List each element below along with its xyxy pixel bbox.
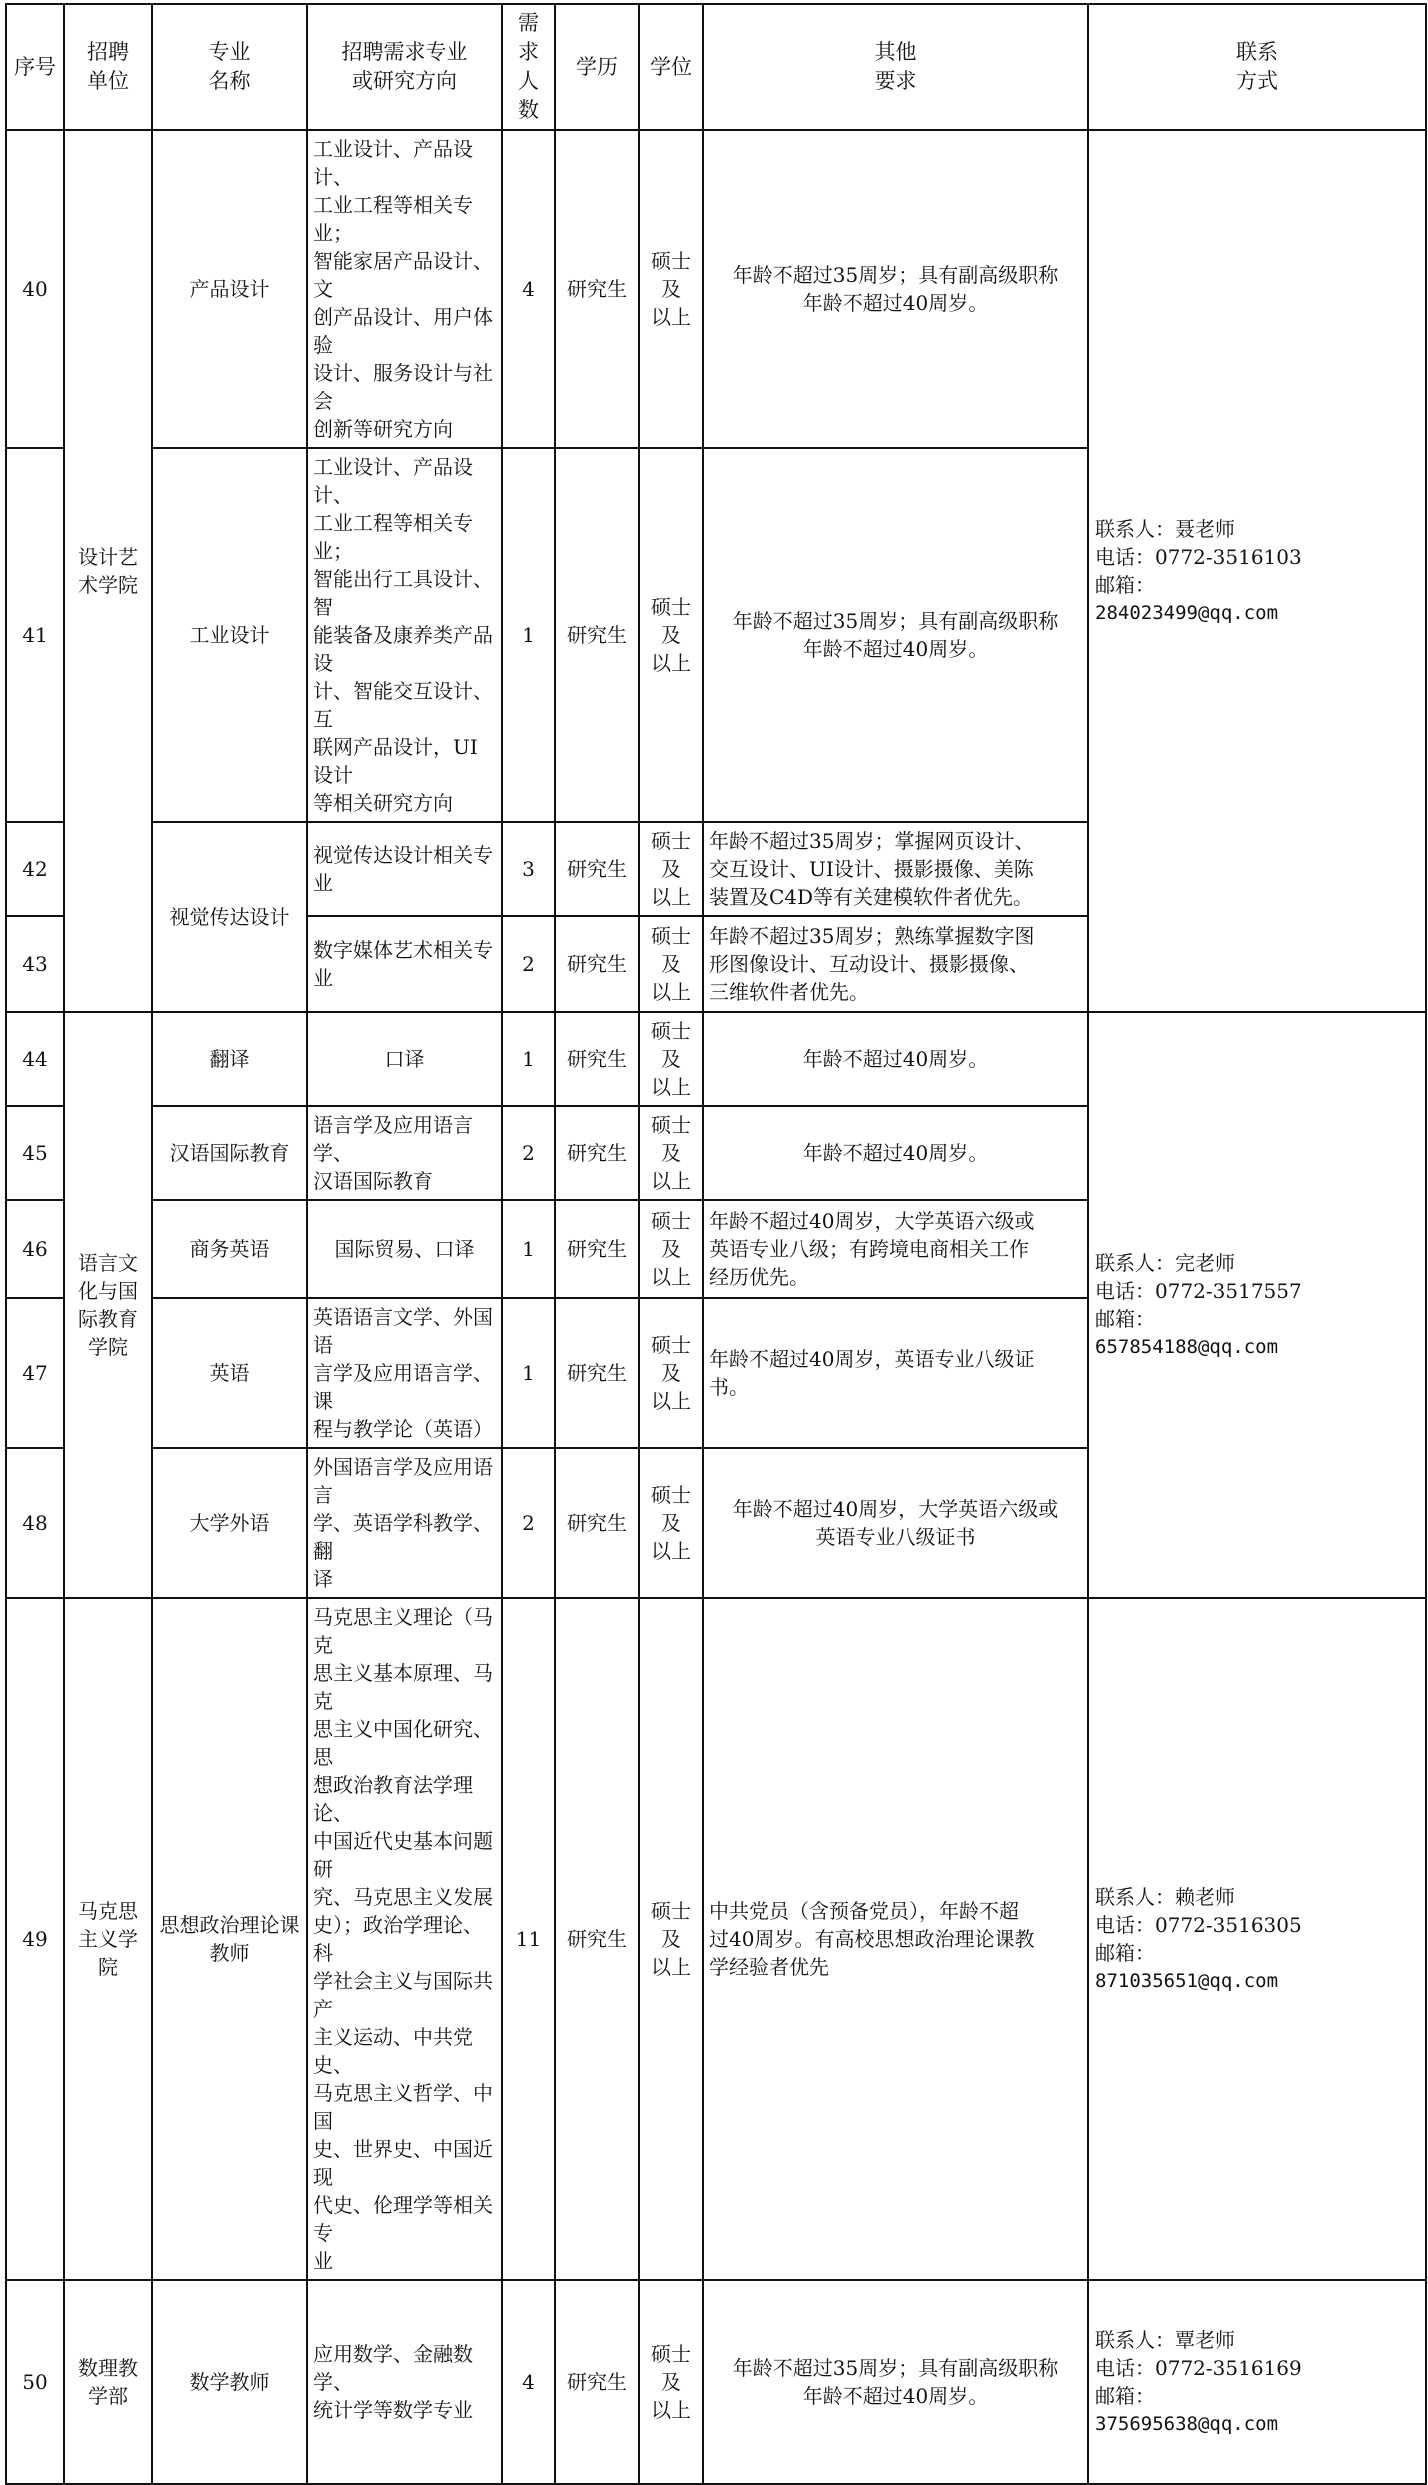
cell-text-line: 究、马克思主义发展 bbox=[313, 1885, 493, 1909]
cell-text-line: 以上 bbox=[651, 1389, 691, 1413]
cell-text-line: 商务英语 bbox=[189, 1237, 270, 1261]
row-no: 45 bbox=[6, 1106, 64, 1200]
other-requirements-cell bbox=[703, 2280, 1088, 2484]
cell-text-line: 以上 bbox=[651, 651, 691, 675]
cell-text-line: 英语 bbox=[209, 1361, 250, 1385]
cell-text-line: 学经验者优先 bbox=[709, 1955, 829, 1979]
other-requirements-cell bbox=[703, 916, 1088, 1012]
cell-text-line: 语言学及应用语言学、 bbox=[313, 1113, 473, 1165]
count-cell: 2 bbox=[502, 1448, 555, 1598]
cell-text-line: 中国近代史基本问题研 bbox=[313, 1829, 493, 1881]
cell-text-line: 视觉传达设计 bbox=[169, 905, 290, 929]
education-cell: 研究生 bbox=[555, 1598, 639, 2280]
cell-text-line: 视觉传达设计相关专业 bbox=[313, 843, 493, 895]
cell-text-line: 硕士及 bbox=[651, 829, 691, 881]
row-no: 43 bbox=[6, 916, 64, 1012]
cell-text-line: 翻译 bbox=[209, 1047, 250, 1071]
cell-text-line: 名称 bbox=[208, 69, 251, 93]
cell-text-line: 硕士及 bbox=[651, 2342, 691, 2394]
header-other bbox=[703, 4, 1088, 130]
contact-email[interactable]: 284023499@qq.com bbox=[1095, 602, 1279, 624]
cell-text-line: 史、世界史、中国近现 bbox=[313, 2137, 493, 2189]
contact-phone: 电话：0772-3516169 bbox=[1095, 2356, 1302, 2380]
unit-cell bbox=[64, 1598, 152, 2280]
cell-text-line: 术学院 bbox=[78, 573, 138, 597]
cell-text-line: 书。 bbox=[709, 1375, 749, 1399]
cell-text-line: 汉语国际教育 bbox=[169, 1141, 290, 1165]
count-cell: 4 bbox=[502, 130, 555, 448]
major-cell bbox=[152, 822, 307, 1012]
cell-text-line: 形图像设计、互动设计、摄影摄像、 bbox=[709, 952, 1029, 976]
cell-text-line: 马克思 bbox=[78, 1899, 138, 1923]
direction-cell bbox=[307, 1598, 502, 2280]
cell-text-line: 英语语言文学、外国语 bbox=[313, 1305, 493, 1357]
other-requirements-cell bbox=[703, 1448, 1088, 1598]
direction-cell bbox=[307, 916, 502, 1012]
education-cell: 研究生 bbox=[555, 1448, 639, 1598]
degree-cell bbox=[639, 1598, 703, 2280]
cell-text-line: 人数 bbox=[518, 69, 539, 122]
cell-text-line: 三维软件者优先。 bbox=[709, 980, 869, 1004]
header-contact bbox=[1088, 4, 1426, 130]
degree-cell bbox=[639, 822, 703, 916]
cell-text-line: 能装备及康养类产品设 bbox=[313, 623, 493, 675]
header-education bbox=[555, 4, 639, 130]
contact-email-label: 邮箱： bbox=[1095, 573, 1155, 597]
contact-email[interactable]: 657854188@qq.com bbox=[1095, 1336, 1279, 1358]
cell-text-line: 主义学 bbox=[78, 1927, 138, 1951]
header-row bbox=[6, 4, 1426, 130]
cell-text-line: 工业设计、产品设计、 bbox=[313, 455, 473, 507]
education-cell: 研究生 bbox=[555, 916, 639, 1012]
cell-text-line: 交互设计、UI设计、摄影摄像、美陈 bbox=[709, 857, 1034, 881]
cell-text-line: 国际贸易、口译 bbox=[334, 1237, 475, 1261]
cell-text-line: 应用数学、金融数学、 bbox=[313, 2342, 473, 2394]
cell-text-line: 等相关研究方向 bbox=[313, 791, 453, 815]
cell-text-line: 单位 bbox=[87, 69, 129, 93]
cell-text-line: 以上 bbox=[651, 1169, 691, 1193]
cell-text-line: 语言文 bbox=[78, 1251, 138, 1275]
unit-cell bbox=[64, 1012, 152, 1598]
row-no: 42 bbox=[6, 822, 64, 916]
cell-text-line: 过40周岁。有高校思想政治理论课教 bbox=[709, 1927, 1035, 1951]
direction-cell bbox=[307, 130, 502, 448]
other-requirements-cell bbox=[703, 822, 1088, 916]
contact-phone: 电话：0772-3517557 bbox=[1095, 1279, 1302, 1303]
cell-text-line: 教师 bbox=[209, 1941, 250, 1965]
cell-text-line: 程与教学论（英语） bbox=[313, 1417, 493, 1441]
count-cell: 3 bbox=[502, 822, 555, 916]
count-cell: 1 bbox=[502, 1012, 555, 1106]
cell-text-line: 年龄不超过40周岁。 bbox=[802, 637, 989, 661]
major-cell bbox=[152, 1448, 307, 1598]
education-cell: 研究生 bbox=[555, 1012, 639, 1106]
cell-text-line: 学院 bbox=[88, 1335, 128, 1359]
other-requirements-cell bbox=[703, 1598, 1088, 2280]
cell-text-line: 中共党员（含预备党员），年龄不超 bbox=[709, 1899, 1019, 1923]
header-major bbox=[152, 4, 307, 130]
cell-text-line: 硕士及 bbox=[651, 924, 691, 976]
cell-text-line: 年龄不超过40周岁。 bbox=[802, 291, 989, 315]
major-cell bbox=[152, 2280, 307, 2484]
cell-text-line: 以上 bbox=[651, 1265, 691, 1289]
contact-cell bbox=[1088, 1598, 1426, 2280]
cell-text-line: 工业工程等相关专业； bbox=[313, 193, 473, 245]
cell-text-line: 学位 bbox=[650, 54, 692, 79]
education-cell: 研究生 bbox=[555, 822, 639, 916]
count-cell: 1 bbox=[502, 1298, 555, 1448]
header-count bbox=[502, 4, 555, 130]
recruitment-table bbox=[5, 3, 1427, 2485]
cell-text-line: 经历优先。 bbox=[709, 1265, 809, 1289]
major-cell bbox=[152, 448, 307, 822]
degree-cell bbox=[639, 1448, 703, 1598]
row-no: 49 bbox=[6, 1598, 64, 2280]
cell-text-line: 招聘 bbox=[87, 40, 129, 64]
cell-text-line: 智能出行工具设计、智 bbox=[313, 567, 493, 619]
cell-text-line: 硕士及 bbox=[651, 249, 691, 301]
unit-cell bbox=[64, 130, 152, 1012]
cell-text-line: 英语专业八级；有跨境电商相关工作 bbox=[709, 1237, 1029, 1261]
cell-text-line: 装置及C4D等有关建模软件者优先。 bbox=[709, 885, 1034, 909]
direction-cell bbox=[307, 1298, 502, 1448]
degree-cell bbox=[639, 916, 703, 1012]
cell-text-line: 硕士及 bbox=[651, 1209, 691, 1261]
cell-text-line: 产品设计 bbox=[189, 277, 270, 301]
cell-text-line: 其他 bbox=[874, 40, 917, 64]
cell-text-line: 或研究方向 bbox=[352, 69, 457, 93]
cell-text-line: 数学教师 bbox=[189, 2370, 270, 2394]
cell-text-line: 代史、伦理学等相关专 bbox=[313, 2193, 493, 2245]
cell-text-line: 以上 bbox=[651, 885, 691, 909]
cell-text-line: 史）；政治学理论、科 bbox=[313, 1913, 483, 1965]
direction-cell bbox=[307, 448, 502, 822]
cell-text-line: 年龄不超过40周岁，英语专业八级证 bbox=[709, 1347, 1035, 1371]
row-no: 50 bbox=[6, 2280, 64, 2484]
cell-text-line: 汉语国际教育 bbox=[313, 1169, 433, 1193]
cell-text-line: 以上 bbox=[651, 980, 691, 1004]
contact-phone: 电话：0772-3516103 bbox=[1095, 545, 1302, 569]
cell-text-line: 言学及应用语言学、课 bbox=[313, 1361, 493, 1413]
unit-cell bbox=[64, 2280, 152, 2484]
cell-text-line: 方式 bbox=[1236, 69, 1278, 93]
cell-text-line: 年龄不超过40周岁。 bbox=[802, 1141, 989, 1165]
degree-cell bbox=[639, 2280, 703, 2484]
table-row bbox=[6, 1012, 1426, 1106]
header-no bbox=[6, 4, 64, 130]
direction-cell bbox=[307, 2280, 502, 2484]
cell-text-line: 工业设计 bbox=[189, 623, 270, 647]
row-no: 44 bbox=[6, 1012, 64, 1106]
contact-person: 联系人：覃老师 bbox=[1095, 2328, 1235, 2352]
count-cell: 11 bbox=[502, 1598, 555, 2280]
contact-email-label: 邮箱： bbox=[1095, 1941, 1155, 1965]
contact-person: 联系人：完老师 bbox=[1095, 1251, 1235, 1275]
cell-text-line: 年龄不超过35周岁；具有副高级职称 bbox=[732, 2356, 1059, 2380]
cell-text-line: 主义运动、中共党史、 bbox=[313, 2025, 473, 2077]
cell-text-line: 硕士及 bbox=[651, 1333, 691, 1385]
cell-text-line: 思想政治理论课 bbox=[159, 1913, 300, 1937]
direction-cell bbox=[307, 1012, 502, 1106]
degree-cell bbox=[639, 448, 703, 822]
cell-text-line: 学、英语学科教学、翻 bbox=[313, 1511, 493, 1563]
cell-text-line: 创产品设计、用户体验 bbox=[313, 305, 493, 357]
cell-text-line: 联系 bbox=[1236, 40, 1278, 64]
education-cell: 研究生 bbox=[555, 2280, 639, 2484]
cell-text-line: 学部 bbox=[88, 2384, 128, 2408]
cell-text-line: 学社会主义与国际共产 bbox=[313, 1969, 493, 2021]
cell-text-line: 计、智能交互设计、互 bbox=[313, 679, 493, 731]
cell-text-line: 年龄不超过35周岁；具有副高级职称 bbox=[732, 263, 1059, 287]
cell-text-line: 联网产品设计，UI设计 bbox=[313, 735, 478, 787]
cell-text-line: 工业工程等相关专业； bbox=[313, 511, 473, 563]
cell-text-line: 马克思主义哲学、中国 bbox=[313, 2081, 493, 2133]
cell-text-line: 年龄不超过35周岁；掌握网页设计、 bbox=[709, 829, 1035, 853]
cell-text-line: 化与国 bbox=[78, 1279, 138, 1303]
education-cell: 研究生 bbox=[555, 1200, 639, 1298]
cell-text-line: 要求 bbox=[874, 69, 917, 93]
row-no: 40 bbox=[6, 130, 64, 448]
table-row bbox=[6, 130, 1426, 448]
contact-cell bbox=[1088, 1012, 1426, 1598]
education-cell: 研究生 bbox=[555, 1106, 639, 1200]
direction-cell bbox=[307, 1106, 502, 1200]
major-cell bbox=[152, 130, 307, 448]
cell-text-line: 译 bbox=[313, 1567, 333, 1591]
contact-email[interactable]: 871035651@qq.com bbox=[1095, 1970, 1279, 1992]
cell-text-line: 以上 bbox=[651, 1539, 691, 1563]
cell-text-line: 智能家居产品设计、文 bbox=[313, 249, 493, 301]
degree-cell bbox=[639, 1200, 703, 1298]
contact-person: 联系人：赖老师 bbox=[1095, 1885, 1235, 1909]
cell-text-line: 工业设计、产品设计、 bbox=[313, 137, 473, 189]
contact-email-label: 邮箱： bbox=[1095, 2384, 1155, 2408]
cell-text-line: 院 bbox=[98, 1955, 118, 1979]
cell-text-line: 业 bbox=[313, 2249, 333, 2273]
cell-text-line: 统计学等数学专业 bbox=[313, 2398, 473, 2422]
cell-text-line: 学历 bbox=[576, 54, 618, 79]
direction-cell bbox=[307, 1448, 502, 1598]
major-cell bbox=[152, 1012, 307, 1106]
cell-text-line: 硕士及 bbox=[651, 1483, 691, 1535]
count-cell: 2 bbox=[502, 916, 555, 1012]
direction-cell bbox=[307, 822, 502, 916]
count-cell: 4 bbox=[502, 2280, 555, 2484]
other-requirements-cell bbox=[703, 1200, 1088, 1298]
cell-text-line: 招聘需求专业 bbox=[341, 40, 468, 64]
major-cell bbox=[152, 1200, 307, 1298]
other-requirements-cell bbox=[703, 130, 1088, 448]
cell-text-line: 以上 bbox=[651, 305, 691, 329]
cell-text-line: 英语专业八级证书 bbox=[815, 1525, 976, 1549]
education-cell: 研究生 bbox=[555, 448, 639, 822]
major-cell bbox=[152, 1598, 307, 2280]
contact-email[interactable]: 375695638@qq.com bbox=[1095, 2413, 1279, 2435]
cell-text-line: 外国语言学及应用语言 bbox=[313, 1455, 493, 1507]
header-unit bbox=[64, 4, 152, 130]
degree-cell bbox=[639, 130, 703, 448]
contact-cell bbox=[1088, 130, 1426, 1012]
degree-cell bbox=[639, 1012, 703, 1106]
cell-text-line: 创新等研究方向 bbox=[313, 417, 453, 441]
row-no: 47 bbox=[6, 1298, 64, 1448]
row-no: 48 bbox=[6, 1448, 64, 1598]
count-cell: 1 bbox=[502, 1200, 555, 1298]
cell-text-line: 硕士及 bbox=[651, 1019, 691, 1071]
cell-text-line: 马克思主义理论（马克 bbox=[313, 1605, 493, 1657]
cell-text-line: 设计艺 bbox=[78, 545, 138, 569]
major-cell bbox=[152, 1298, 307, 1448]
table-row bbox=[6, 2280, 1426, 2484]
cell-text-line: 年龄不超过40周岁，大学英语六级或 bbox=[709, 1209, 1035, 1233]
cell-text-line: 以上 bbox=[651, 1955, 691, 1979]
cell-text-line: 序号 bbox=[14, 54, 56, 79]
cell-text-line: 以上 bbox=[651, 1075, 691, 1099]
cell-text-line: 以上 bbox=[651, 2398, 691, 2422]
degree-cell bbox=[639, 1298, 703, 1448]
cell-text-line: 数理教 bbox=[78, 2356, 138, 2380]
cell-text-line: 硕士及 bbox=[651, 1113, 691, 1165]
other-requirements-cell bbox=[703, 1012, 1088, 1106]
header-direction bbox=[307, 4, 502, 130]
education-cell: 研究生 bbox=[555, 1298, 639, 1448]
cell-text-line: 思主义中国化研究、思 bbox=[313, 1717, 493, 1769]
cell-text-line: 需求 bbox=[518, 11, 539, 64]
cell-text-line: 际教育 bbox=[78, 1307, 138, 1331]
row-no: 46 bbox=[6, 1200, 64, 1298]
cell-text-line: 专业 bbox=[208, 40, 251, 64]
other-requirements-cell bbox=[703, 448, 1088, 822]
cell-text-line: 数字媒体艺术相关专业 bbox=[313, 938, 493, 990]
cell-text-line: 硕士及 bbox=[651, 1899, 691, 1951]
contact-phone: 电话：0772-3516305 bbox=[1095, 1913, 1302, 1937]
table-row bbox=[6, 1598, 1426, 2280]
row-no: 41 bbox=[6, 448, 64, 822]
other-requirements-cell bbox=[703, 1106, 1088, 1200]
contact-person: 联系人：聂老师 bbox=[1095, 517, 1235, 541]
cell-text-line: 年龄不超过40周岁。 bbox=[802, 2384, 989, 2408]
other-requirements-cell bbox=[703, 1298, 1088, 1448]
cell-text-line: 设计、服务设计与社会 bbox=[313, 361, 493, 413]
cell-text-line: 年龄不超过35周岁；熟练掌握数字图 bbox=[709, 924, 1035, 948]
cell-text-line: 年龄不超过40周岁，大学英语六级或 bbox=[732, 1497, 1059, 1521]
header-degree bbox=[639, 4, 703, 130]
count-cell: 2 bbox=[502, 1106, 555, 1200]
cell-text-line: 年龄不超过35周岁；具有副高级职称 bbox=[732, 609, 1059, 633]
education-cell: 研究生 bbox=[555, 130, 639, 448]
cell-text-line: 思主义基本原理、马克 bbox=[313, 1661, 493, 1713]
direction-cell bbox=[307, 1200, 502, 1298]
cell-text-line: 硕士及 bbox=[651, 595, 691, 647]
cell-text-line: 大学外语 bbox=[189, 1511, 270, 1535]
contact-cell bbox=[1088, 2280, 1426, 2484]
degree-cell bbox=[639, 1106, 703, 1200]
count-cell: 1 bbox=[502, 448, 555, 822]
major-cell bbox=[152, 1106, 307, 1200]
cell-text-line: 想政治教育法学理论、 bbox=[313, 1773, 473, 1825]
cell-text-line: 口译 bbox=[384, 1047, 425, 1071]
cell-text-line: 年龄不超过40周岁。 bbox=[802, 1047, 989, 1071]
contact-email-label: 邮箱： bbox=[1095, 1307, 1155, 1331]
